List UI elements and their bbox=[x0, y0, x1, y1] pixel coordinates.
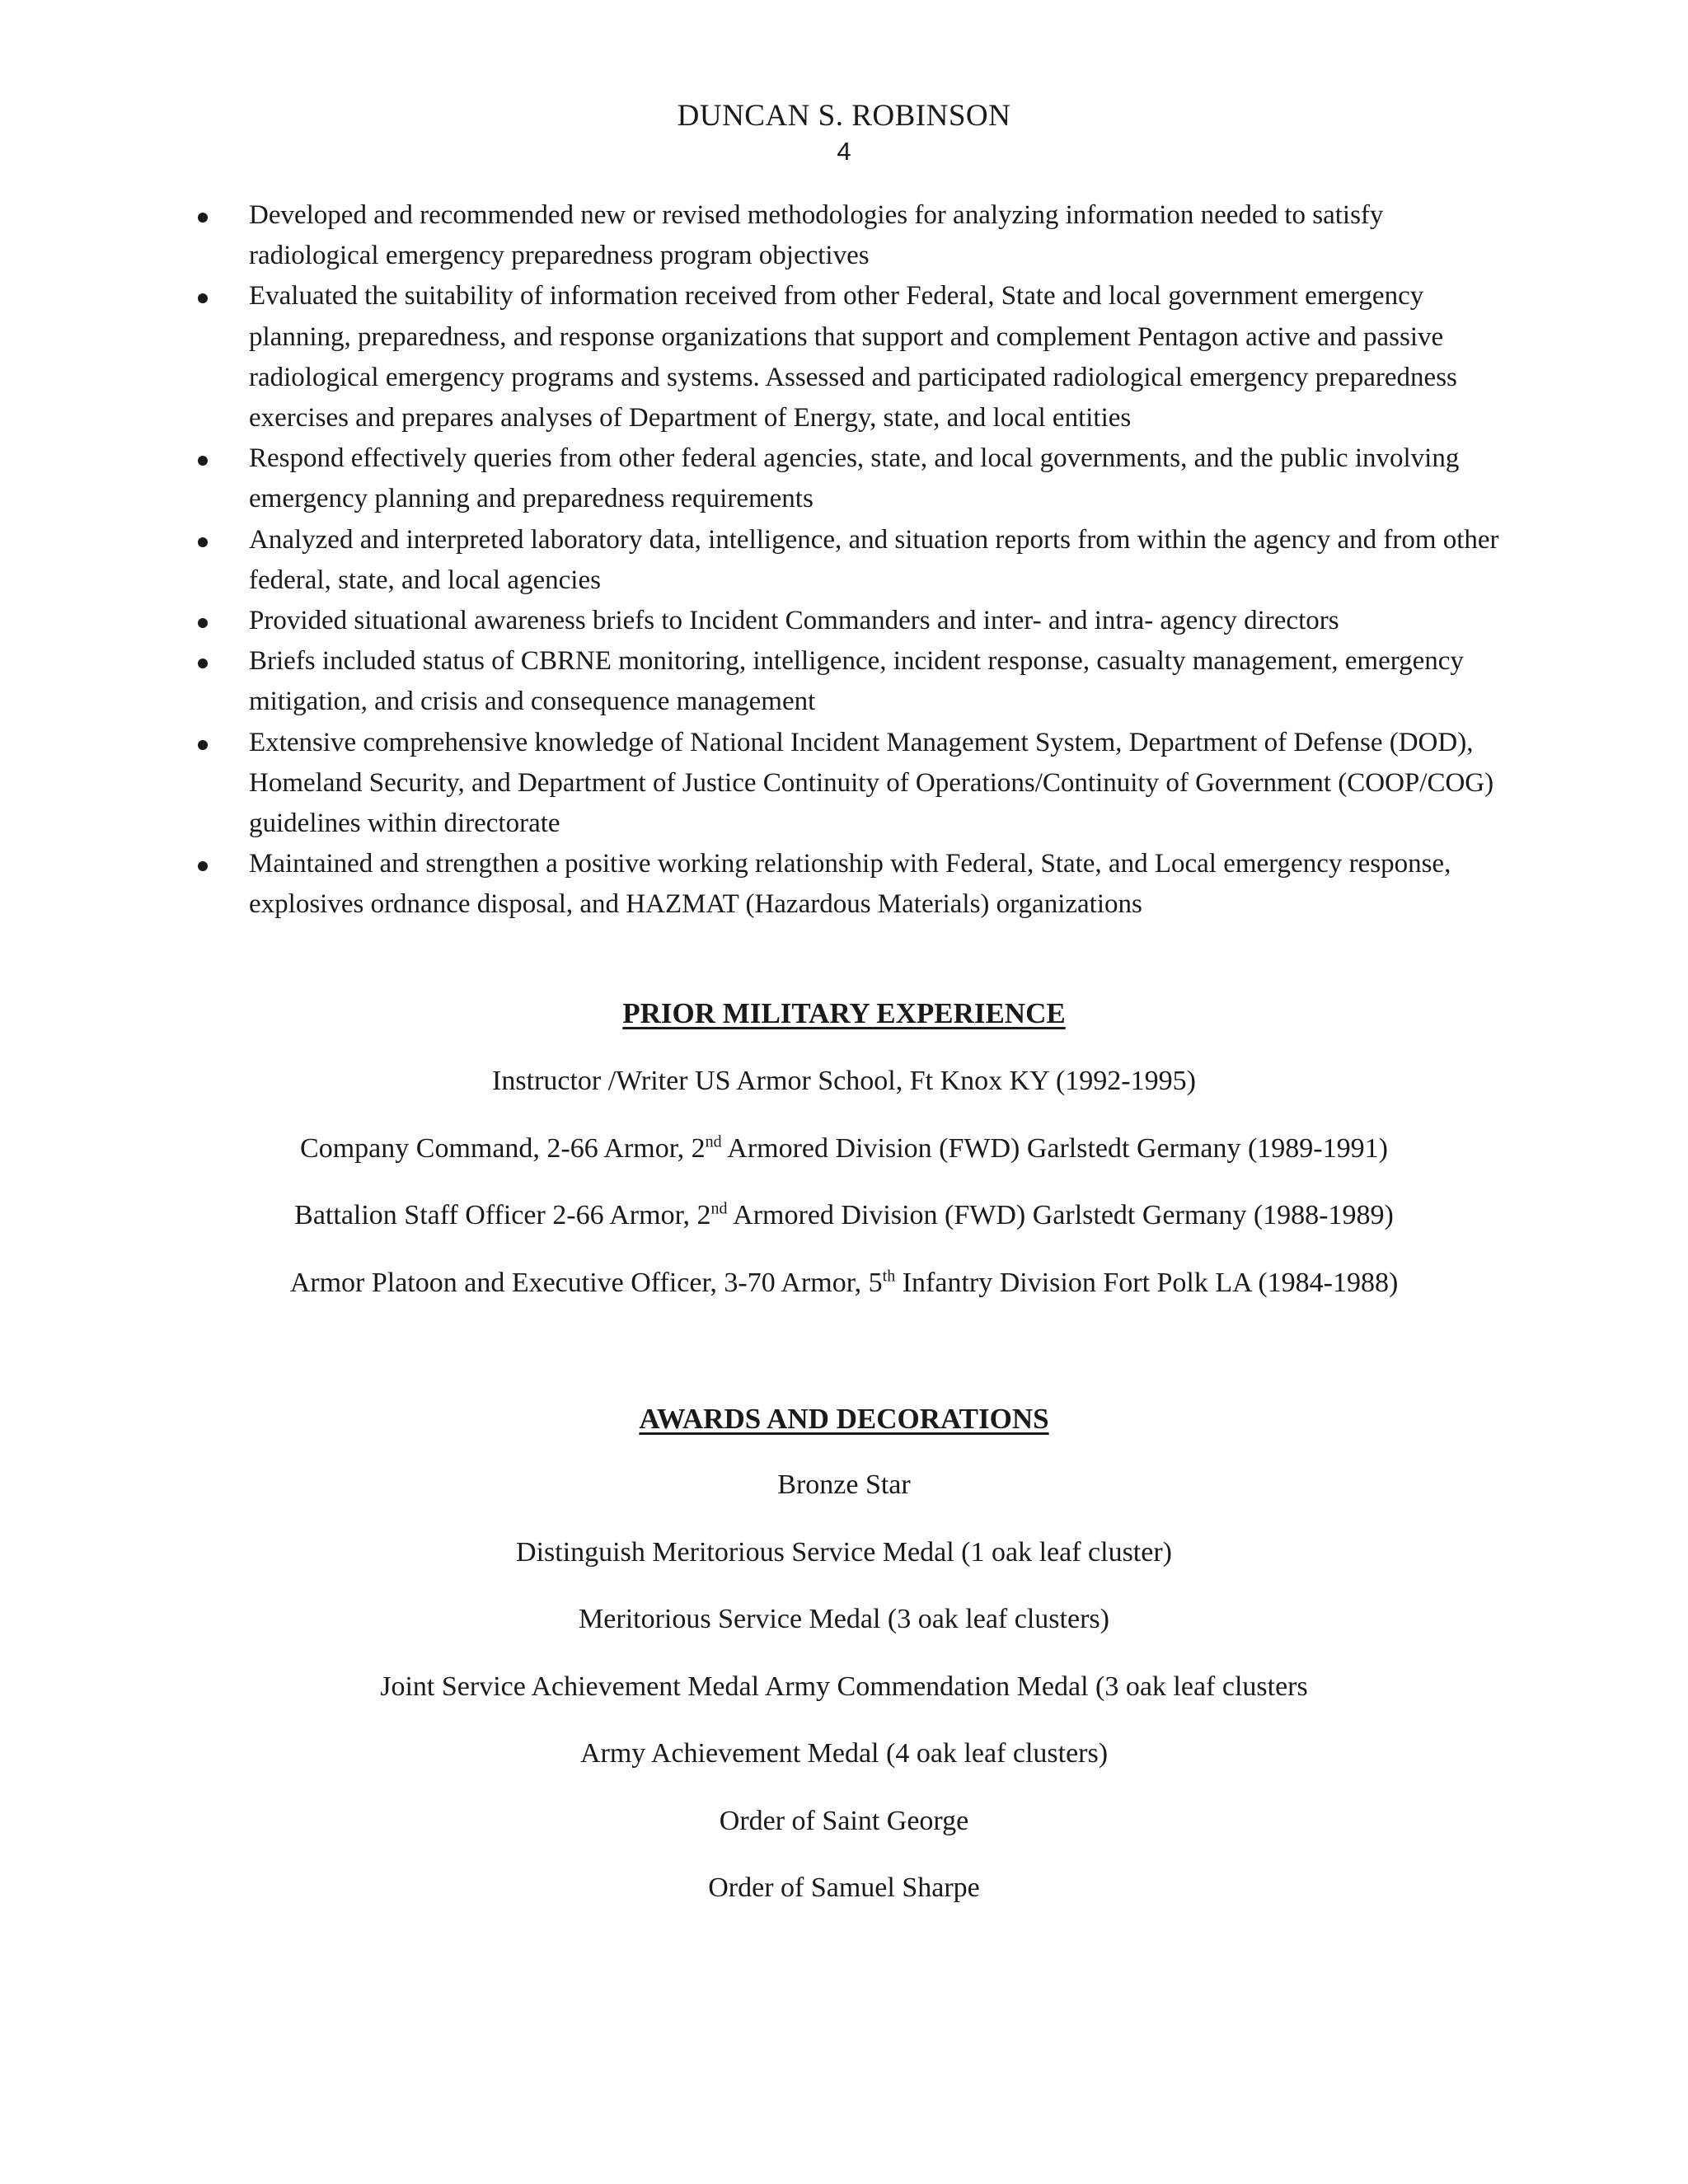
list-item bbox=[198, 601, 1500, 641]
military-entry-text: Infantry Division Fort Polk LA (1984-1988) bbox=[895, 1268, 1399, 1298]
award-item: Bronze Star bbox=[777, 1469, 911, 1500]
list-item-text: Briefs included status of CBRNE monitoring, intelligence, incident response, casualty management, emergency mitigation, and crisis and consequence management bbox=[249, 646, 1464, 717]
list-item bbox=[198, 723, 1500, 845]
list-item-text: Maintained and strengthen a positive working relationship with Federal, State, and Local emergency response, explosives ordnance disposal, and HAZMAT (Hazardous Materials) organizations bbox=[249, 849, 1451, 920]
list-item-text: Provided situational awareness briefs to Incident Commanders and inter- and intra- agency directors bbox=[249, 606, 1339, 636]
military-entry-text: Armored Division (FWD) Garlstedt Germany (1988-1989) bbox=[727, 1200, 1394, 1230]
list-item-text: Evaluated the suitability of information received from other Federal, State and local government emergency planning, preparedness, and response organizations that support and complement Pentagon active and passive radiological emergency programs and systems. Assessed and participated radiological emergency preparedness exercises and prepares analyses of Department of Energy, state, and local entities bbox=[249, 281, 1457, 434]
list-item bbox=[198, 641, 1500, 722]
list-item bbox=[198, 520, 1500, 601]
military-entry bbox=[0, 1265, 1688, 1301]
bullet-icon bbox=[198, 618, 208, 628]
military-entry-text: Battalion Staff Officer 2-66 Armor, 2 bbox=[294, 1200, 711, 1230]
bullet-icon bbox=[198, 213, 208, 223]
list-item bbox=[198, 195, 1500, 276]
bullet-icon bbox=[198, 456, 208, 466]
military-entry bbox=[0, 1197, 1688, 1234]
military-entry bbox=[0, 1131, 1688, 1167]
bullet-icon bbox=[198, 740, 208, 750]
award-item: Joint Service Achievement Medal Army Commendation Medal (3 oak leaf clusters bbox=[380, 1671, 1308, 1702]
bullet-icon bbox=[198, 293, 208, 303]
list-item-text: Analyzed and interpreted laboratory data, intelligence, and situation reports from within the agency and from other federal, state, and local agencies bbox=[249, 524, 1499, 595]
military-entry-text: Armored Division (FWD) Garlstedt Germany (1989-1991) bbox=[721, 1133, 1388, 1164]
list-item bbox=[198, 844, 1500, 925]
award-item: Order of Saint George bbox=[719, 1806, 969, 1836]
bullet-icon bbox=[198, 658, 208, 668]
page-number: 4 bbox=[837, 137, 851, 166]
award-item: Order of Samuel Sharpe bbox=[708, 1872, 980, 1903]
ordinal-suffix: nd bbox=[705, 1132, 722, 1151]
bullet-icon bbox=[198, 861, 208, 871]
military-entry-text: Company Command, 2-66 Armor, 2 bbox=[300, 1133, 706, 1164]
award-item: Army Achievement Medal (4 oak leaf clusters) bbox=[579, 1738, 1109, 1769]
military-entry: Instructor /Writer US Armor School, Ft Knox KY (1992-1995) bbox=[492, 1066, 1196, 1096]
header-name: DUNCAN S. ROBINSON bbox=[677, 99, 1011, 133]
award-item: Meritorious Service Medal (3 oak leaf clusters) bbox=[579, 1604, 1109, 1634]
list-item bbox=[198, 438, 1500, 519]
awards-section-title: AWARDS AND DECORATIONS bbox=[639, 1403, 1049, 1435]
award-item: Distinguish Meritorious Service Medal (1 oak leaf cluster) bbox=[516, 1537, 1172, 1568]
list-item-text: Respond effectively queries from other federal agencies, state, and local governments, and the public involving emergency planning and preparedness requirements bbox=[249, 443, 1460, 514]
ordinal-suffix: nd bbox=[710, 1199, 728, 1218]
ordinal-suffix: th bbox=[882, 1267, 896, 1286]
military-section-title: PRIOR MILITARY EXPERIENCE bbox=[622, 997, 1066, 1029]
list-item-text: Extensive comprehensive knowledge of National Incident Management System, Department of Defense (DOD), Homeland Security, and Department of Justice Continuity of Operations/Continuity of Government (COOP/COG) guidelines within directorate bbox=[249, 727, 1494, 839]
list-item bbox=[198, 276, 1500, 438]
list-item-text: Developed and recommended new or revised methodologies for analyzing information needed to satisfy radiological emergency preparedness program objectives bbox=[249, 200, 1384, 271]
bullet-icon bbox=[198, 537, 208, 547]
military-entry-text: Armor Platoon and Executive Officer, 3-70 Armor, 5 bbox=[289, 1268, 883, 1298]
responsibilities-list bbox=[198, 195, 1500, 926]
